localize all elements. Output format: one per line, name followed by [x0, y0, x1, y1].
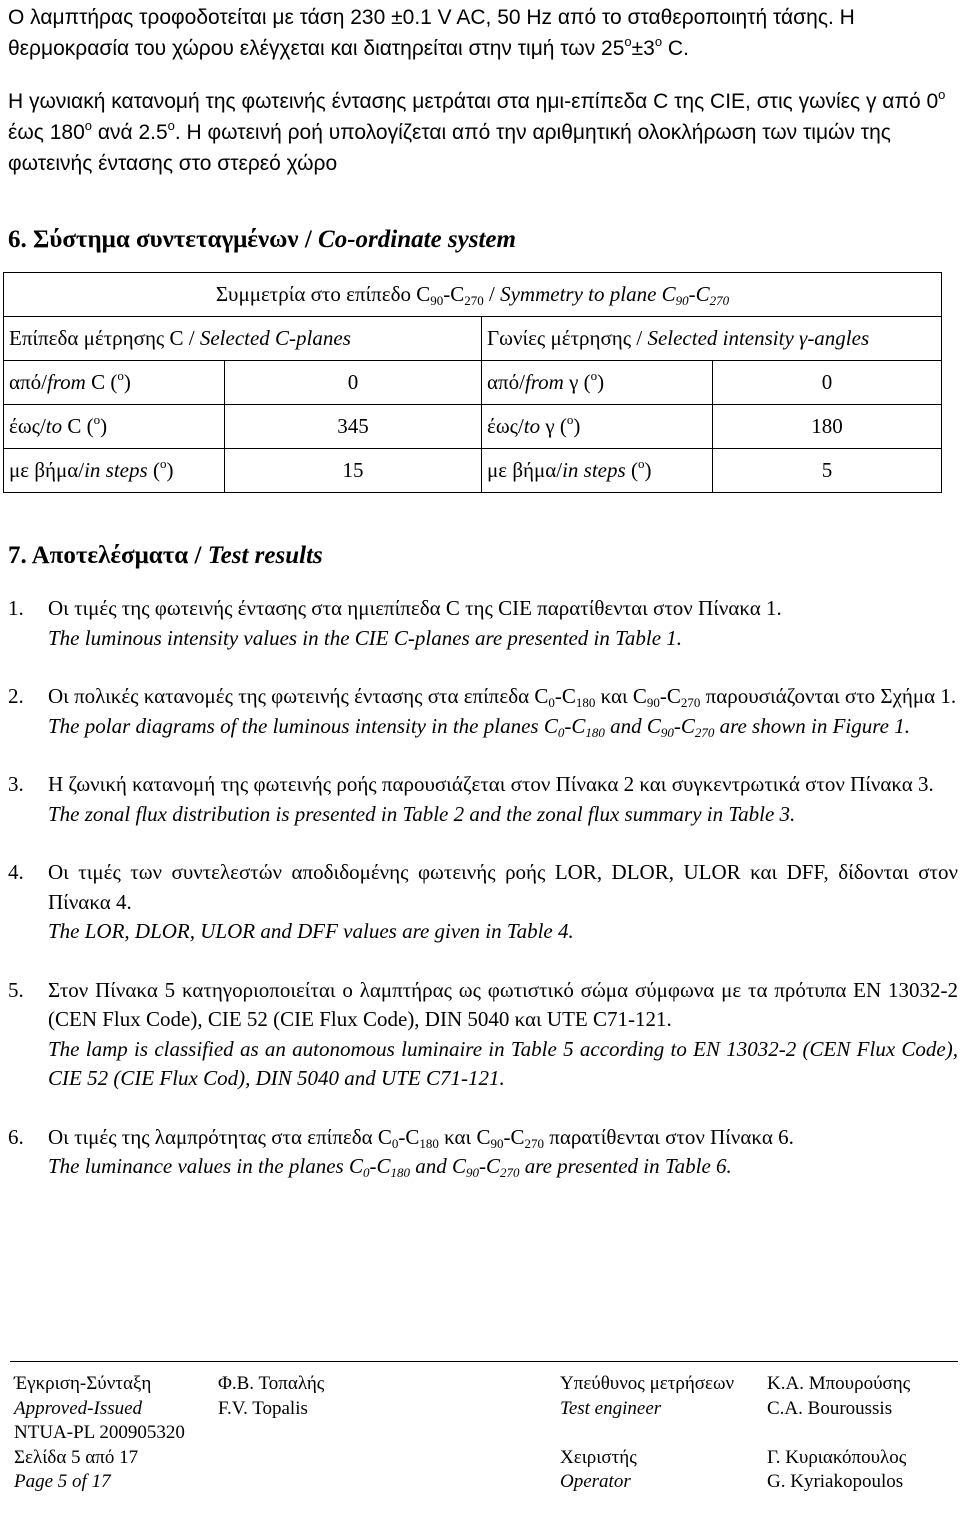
coordinate-system-table	[3, 272, 942, 493]
symmetry-cell: Συμμετρία στο επίπεδο $C_{90}-C_{270}$ / Symmetry to plane $C_{90}-C_{270}$	[4, 273, 942, 317]
item-text-greek: Οι τιμές της φωτεινής έντασης στα ημιεπίπεδα C της CIE παρατίθενται στον Πίνακα 1.	[48, 596, 782, 620]
step-c-value: 15	[225, 449, 482, 493]
step-gamma-value: 5	[713, 449, 942, 493]
item-number: 5.	[8, 977, 24, 1002]
approver-name-english: F.V. Topalis	[218, 1397, 308, 1419]
footer-row	[10, 1446, 958, 1471]
engineer-name-english: C.A. Bouroussis	[767, 1397, 893, 1419]
list-item	[0, 976, 958, 1094]
section-6-heading: 6. Σύστημα συντεταγμένων / Co-ordinate system	[8, 226, 516, 253]
approver-name-greek: Φ.Β. Τοπαλής	[218, 1373, 325, 1394]
report-id: NTUA-PL 200905320	[14, 1422, 185, 1443]
footer-row	[10, 1372, 958, 1397]
approved-label-greek: Έγκριση-Σύνταξη	[14, 1373, 152, 1394]
engineer-name-greek: Κ.Α. Μπουρούσης	[767, 1373, 911, 1394]
operator-label-greek: Χειριστής	[560, 1446, 637, 1468]
from-gamma-label: από/from γ ($^o$)	[482, 361, 713, 405]
engineer-label-english: Test engineer	[560, 1397, 662, 1419]
to-c-label: έως/to C ($^o$)	[4, 405, 225, 449]
operator-name-greek: Γ. Κυριακόπουλος	[767, 1446, 907, 1468]
footer-row	[10, 1470, 958, 1495]
item-text-greek: Η ζωνική κατανομή της φωτεινής ροής παρουσιάζεται στον Πίνακα 2 και συγκεντρωτικά στον Πίνακα 3.	[48, 772, 934, 796]
table-row	[4, 361, 942, 405]
to-gamma-label: έως/to γ ($^o$)	[482, 405, 713, 449]
footer-row	[10, 1421, 958, 1446]
intro-text	[8, 2, 956, 179]
gamma-angles-header: Γωνίες μέτρησης / Selected intensity γ-angles	[482, 317, 942, 361]
c-planes-header: Επίπεδα μέτρησης C / Selected C-planes	[4, 317, 482, 361]
item-text-english: The zonal flux distribution is presented in Table 2 and the zonal flux summary in Table 3.	[48, 801, 796, 826]
list-item	[0, 682, 958, 741]
symmetry-row	[4, 273, 942, 317]
list-item	[0, 858, 958, 947]
item-number: 1.	[8, 596, 24, 620]
from-c-label: από/from C ($^o$)	[4, 361, 225, 405]
page-number-english: Page 5 of 17	[14, 1471, 111, 1492]
item-text-english: The luminous intensity values in the CIE C-planes are presented in Table 1.	[48, 625, 683, 650]
step-c-label: με βήμα/in steps ($^o$)	[4, 449, 225, 493]
test-results-list	[0, 594, 958, 1211]
list-item	[0, 770, 958, 829]
page-footer	[10, 1361, 958, 1495]
item-text-english: The luminance values in the planes $C_0-C_{180}$ and $C_{90}-C_{270}$ are presented in Table 6.	[48, 1154, 732, 1180]
item-number: 2.	[8, 684, 24, 708]
item-text-greek: Στον Πίνακα 5 κατηγοριοποιείται ο λαμπτήρας ως φωτιστικό σώμα σύμφωνα με τα πρότυπα EN 13032-2 (CEN Flux Code), CIE 52 (CIE Flux Code), DIN 5040 και UTE C71-121.	[48, 977, 958, 1031]
to-gamma-value: 180	[713, 405, 942, 449]
item-text-english: The lamp is classified as an autonomous luminaire in Table 5 according to EN 13032-2 (CEN Flux Code), CIE 52 (CIE Flux Cod), DIN 5040 and UTE C71-121.	[48, 1036, 958, 1090]
item-text-greek: Οι πολικές κατανομές της φωτεινής έντασης στα επίπεδα $C_0-C_{180}$ και $C_{90}-C_{270}$ παρουσιάζονται στο Σχήμα 1.	[48, 684, 957, 710]
item-text-greek: Οι τιμές των συντελεστών αποδιδομένης φωτεινής ροής LOR, DLOR, ULOR και DFF, δίδονται στον Πίνακα 4.	[48, 860, 958, 914]
engineer-label-greek: Υπεύθυνος μετρήσεων	[560, 1373, 735, 1394]
from-gamma-value: 0	[713, 361, 942, 405]
item-number: 3.	[8, 772, 24, 796]
step-gamma-label: με βήμα/in steps ($^o$)	[482, 449, 713, 493]
section-7-heading: 7. Αποτελέσματα / Test results	[8, 542, 323, 569]
list-item	[0, 594, 958, 653]
list-item	[0, 1123, 958, 1182]
approved-label-english: Approved-Issued	[14, 1397, 143, 1419]
item-number: 4.	[8, 860, 24, 884]
item-text-greek: Οι τιμές της λαμπρότητας στα επίπεδα $C_0-C_{180}$ και $C_{90}-C_{270}$ παρατίθενται στον Πίνακα 6.	[48, 1124, 794, 1151]
item-text-english: The LOR, DLOR, ULOR and DFF values are given in Table 4.	[48, 919, 574, 943]
page-number-greek: Σελίδα 5 από 17	[14, 1446, 139, 1468]
header-row	[4, 317, 942, 361]
table-row	[4, 405, 942, 449]
to-c-value: 345	[225, 405, 482, 449]
from-c-value: 0	[225, 361, 482, 405]
table-row	[4, 449, 942, 493]
item-text-english: The polar diagrams of the luminous intensity in the planes $C_0-C_{180}$ and $C_{90}-C_{270}$ are shown in Figure 1.	[48, 713, 910, 740]
operator-label-english: Operator	[560, 1471, 631, 1492]
item-number: 6.	[8, 1124, 24, 1149]
intro-paragraph-conditions: Ο λαμπτήρας τροφοδοτείται με τάση 230 ±0.1 V AC, 50 Hz από το σταθεροποιητή τάσης. Η θερμοκρασία του χώρου ελέγχεται και διατηρείται στην τιμή των $25^o\pm 3^o$ C.	[8, 6, 855, 60]
footer-row	[10, 1397, 958, 1422]
operator-name-english: G. Kyriakopoulos	[767, 1471, 904, 1492]
intro-paragraph-method: Η γωνιακή κατανομή της φωτεινής έντασης μετράται στα ημι-επίπεδα C της CIE, στις γωνίες γ από 0$^o$ έως 180$^o$ ανά 2.5$^o$. Η φωτεινή ροή υπολογίζεται από την αριθμητική ολοκλήρωση των τιμών της φωτεινής έντασης στο στερεό χώρο	[8, 87, 946, 175]
